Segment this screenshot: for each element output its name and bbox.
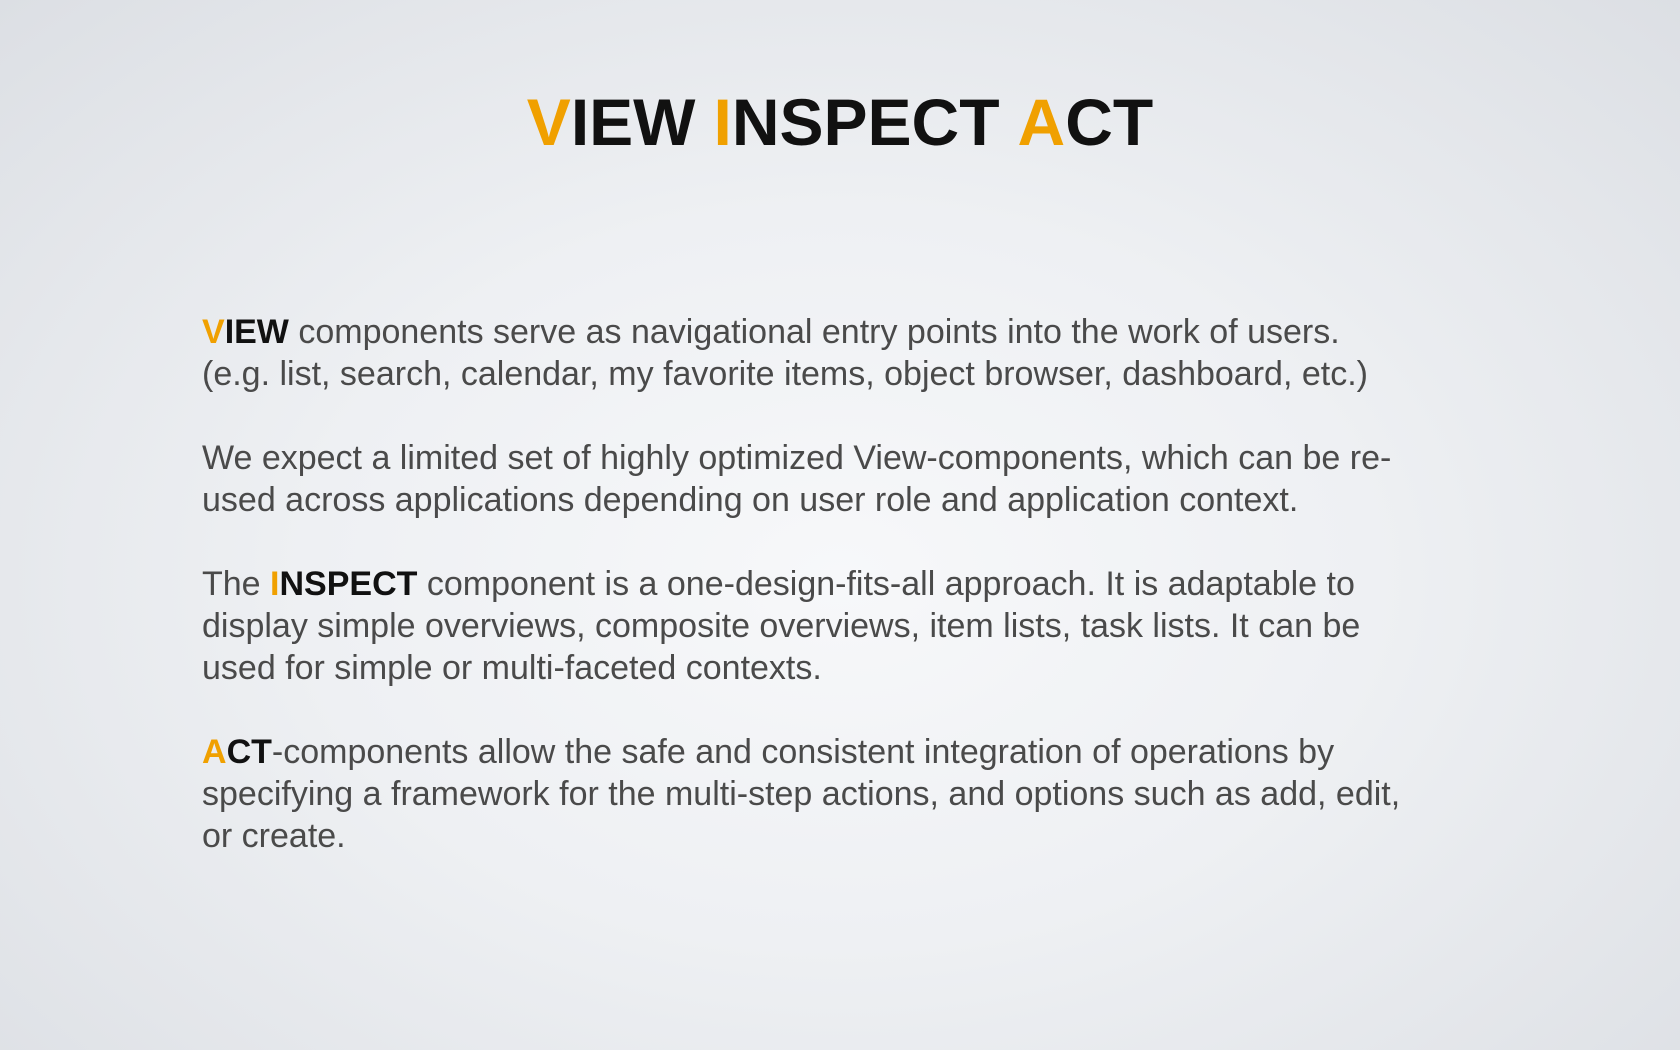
title-act-initial: A (1017, 85, 1066, 159)
keyword-act (202, 733, 272, 771)
keyword-view (202, 313, 289, 351)
paragraph-line: display simple overviews, composite overviews, item lists, task lists. It can be (202, 607, 1361, 645)
keyword-initial: A (202, 733, 227, 771)
title-inspect-rest: NSPECT (731, 85, 1000, 159)
paragraph-text: component is a one-design-fits-all approach. It is adaptable to (417, 565, 1355, 603)
paragraph-line: specifying a framework for the multi-step actions, and options such as add, edit, (202, 775, 1401, 813)
paragraph-line: (e.g. list, search, calendar, my favorite items, object browser, dashboard, etc.) (202, 355, 1368, 393)
paragraph-text: -components allow the safe and consistent integration of operations by (271, 733, 1335, 771)
keyword-rest: IEW (224, 313, 289, 351)
body-text (202, 311, 1502, 899)
paragraph-line: We expect a limited set of highly optimized View-components, which can be re- (202, 439, 1392, 477)
paragraph-line (202, 563, 1502, 605)
keyword-initial: I (270, 565, 280, 603)
title-view-initial: V (526, 85, 571, 159)
keyword-rest: CT (226, 733, 272, 771)
paragraph-expect (202, 437, 1502, 521)
paragraph-line (202, 311, 1502, 353)
paragraph-line: or create. (202, 817, 346, 855)
title-act-rest: CT (1065, 85, 1154, 159)
paragraph-text: components serve as navigational entry points into the work of users. (288, 313, 1340, 351)
paragraph-line: used for simple or multi-faceted contexts. (202, 649, 822, 687)
title-inspect-initial: I (713, 85, 732, 159)
slide-title (0, 80, 1680, 164)
keyword-initial: V (202, 313, 225, 351)
paragraph-prefix: The (202, 565, 271, 603)
title-view-rest: IEW (570, 85, 696, 159)
keyword-rest: NSPECT (279, 565, 418, 603)
paragraph-line: used across applications depending on user role and application context. (202, 481, 1299, 519)
paragraph-view (202, 311, 1502, 395)
keyword-inspect (270, 565, 417, 603)
paragraph-inspect (202, 563, 1502, 689)
paragraph-line (202, 731, 1502, 773)
paragraph-act (202, 731, 1502, 857)
